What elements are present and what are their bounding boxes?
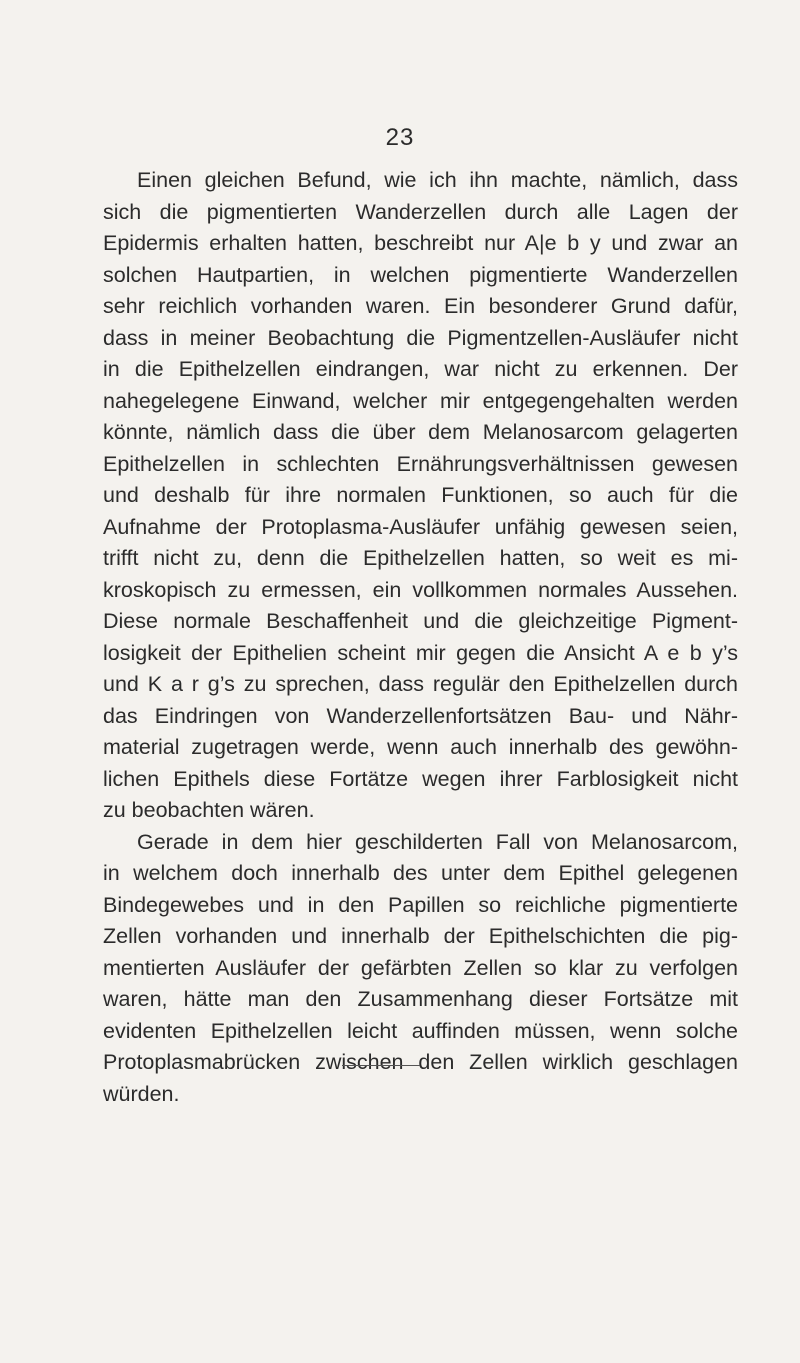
text-line: und deshalb für ihre normalen Funktionen, so auch für die bbox=[103, 483, 738, 507]
text-line: Epithelzellen in schlechten Ernährungsverhältnissen gewesen bbox=[103, 451, 738, 476]
text-line: Protoplasmabrücken zwischen den Zellen wirklich geschlagen bbox=[103, 1050, 738, 1074]
text-line: kroskopisch zu ermessen, ein vollkommen normales Aussehen. bbox=[103, 577, 738, 602]
text-line: könnte, nämlich dass die über dem Melanosarcom gelagerten bbox=[103, 420, 738, 444]
text-line: sehr reichlich vorhanden waren. Ein besonderer Grund dafür, bbox=[103, 294, 738, 318]
text-line: zu beobachten wären. bbox=[103, 798, 315, 822]
text-line: Einen gleichen Befund, wie ich ihn machte, nämlich, dass bbox=[137, 168, 738, 192]
text-line: evidenten Epithelzellen leicht auffinden müssen, wenn solche bbox=[103, 1018, 738, 1043]
text-line: mentierten Ausläufer der gefärbten Zellen so klar zu verfolgen bbox=[103, 955, 738, 980]
text-line: Epidermis erhalten hatten, beschreibt nur A|e b y und zwar an bbox=[103, 231, 738, 255]
text-line: in die Epithelzellen eindrangen, war nicht zu erkennen. Der bbox=[103, 357, 738, 381]
text-line: Aufnahme der Protoplasma-Ausläufer unfähig gewesen seien, bbox=[103, 514, 738, 539]
text-line: trifft nicht zu, denn die Epithelzellen hatten, so weit es mi- bbox=[103, 546, 738, 570]
text-line: material zugetragen werde, wenn auch innerhalb des gewöhn- bbox=[103, 735, 738, 759]
text-line: nahegelegene Einwand, welcher mir entgegengehalten werden bbox=[103, 388, 738, 413]
text-line: waren, hätte man den Zusammenhang dieser Fortsätze mit bbox=[103, 987, 738, 1011]
end-rule bbox=[342, 1065, 420, 1066]
text-line: Diese normale Beschaffenheit und die gleichzeitige Pigment- bbox=[103, 609, 738, 633]
text-line: Zellen vorhanden und innerhalb der Epithelschichten die pig- bbox=[103, 924, 738, 948]
text-line: das Eindringen von Wanderzellenfortsätzen Bau- und Nähr- bbox=[103, 703, 738, 728]
text-line: sich die pigmentierten Wanderzellen durch alle Lagen der bbox=[103, 199, 738, 224]
text-line: würden. bbox=[103, 1081, 180, 1106]
text-line: dass in meiner Beobachtung die Pigmentzellen-Ausläufer nicht bbox=[103, 325, 738, 350]
text-line: und K a r g’s zu sprechen, dass regulär den Epithelzellen durch bbox=[103, 672, 738, 696]
text-line: Bindegewebes und in den Papillen so reichliche pigmentierte bbox=[103, 892, 738, 917]
text-line: solchen Hautpartien, in welchen pigmentierte Wanderzellen bbox=[103, 262, 738, 287]
text-line: in welchem doch innerhalb des unter dem Epithel gelegenen bbox=[103, 861, 738, 885]
page-number: 23 bbox=[385, 124, 415, 151]
body-text bbox=[103, 165, 738, 1110]
text-line: lichen Epithels diese Fortätze wegen ihrer Farblosigkeit nicht bbox=[103, 766, 738, 791]
text-line: losigkeit der Epithelien scheint mir gegen die Ansicht A e b y’s bbox=[103, 640, 738, 665]
text-line: Gerade in dem hier geschilderten Fall von Melanosarcom, bbox=[137, 829, 738, 854]
